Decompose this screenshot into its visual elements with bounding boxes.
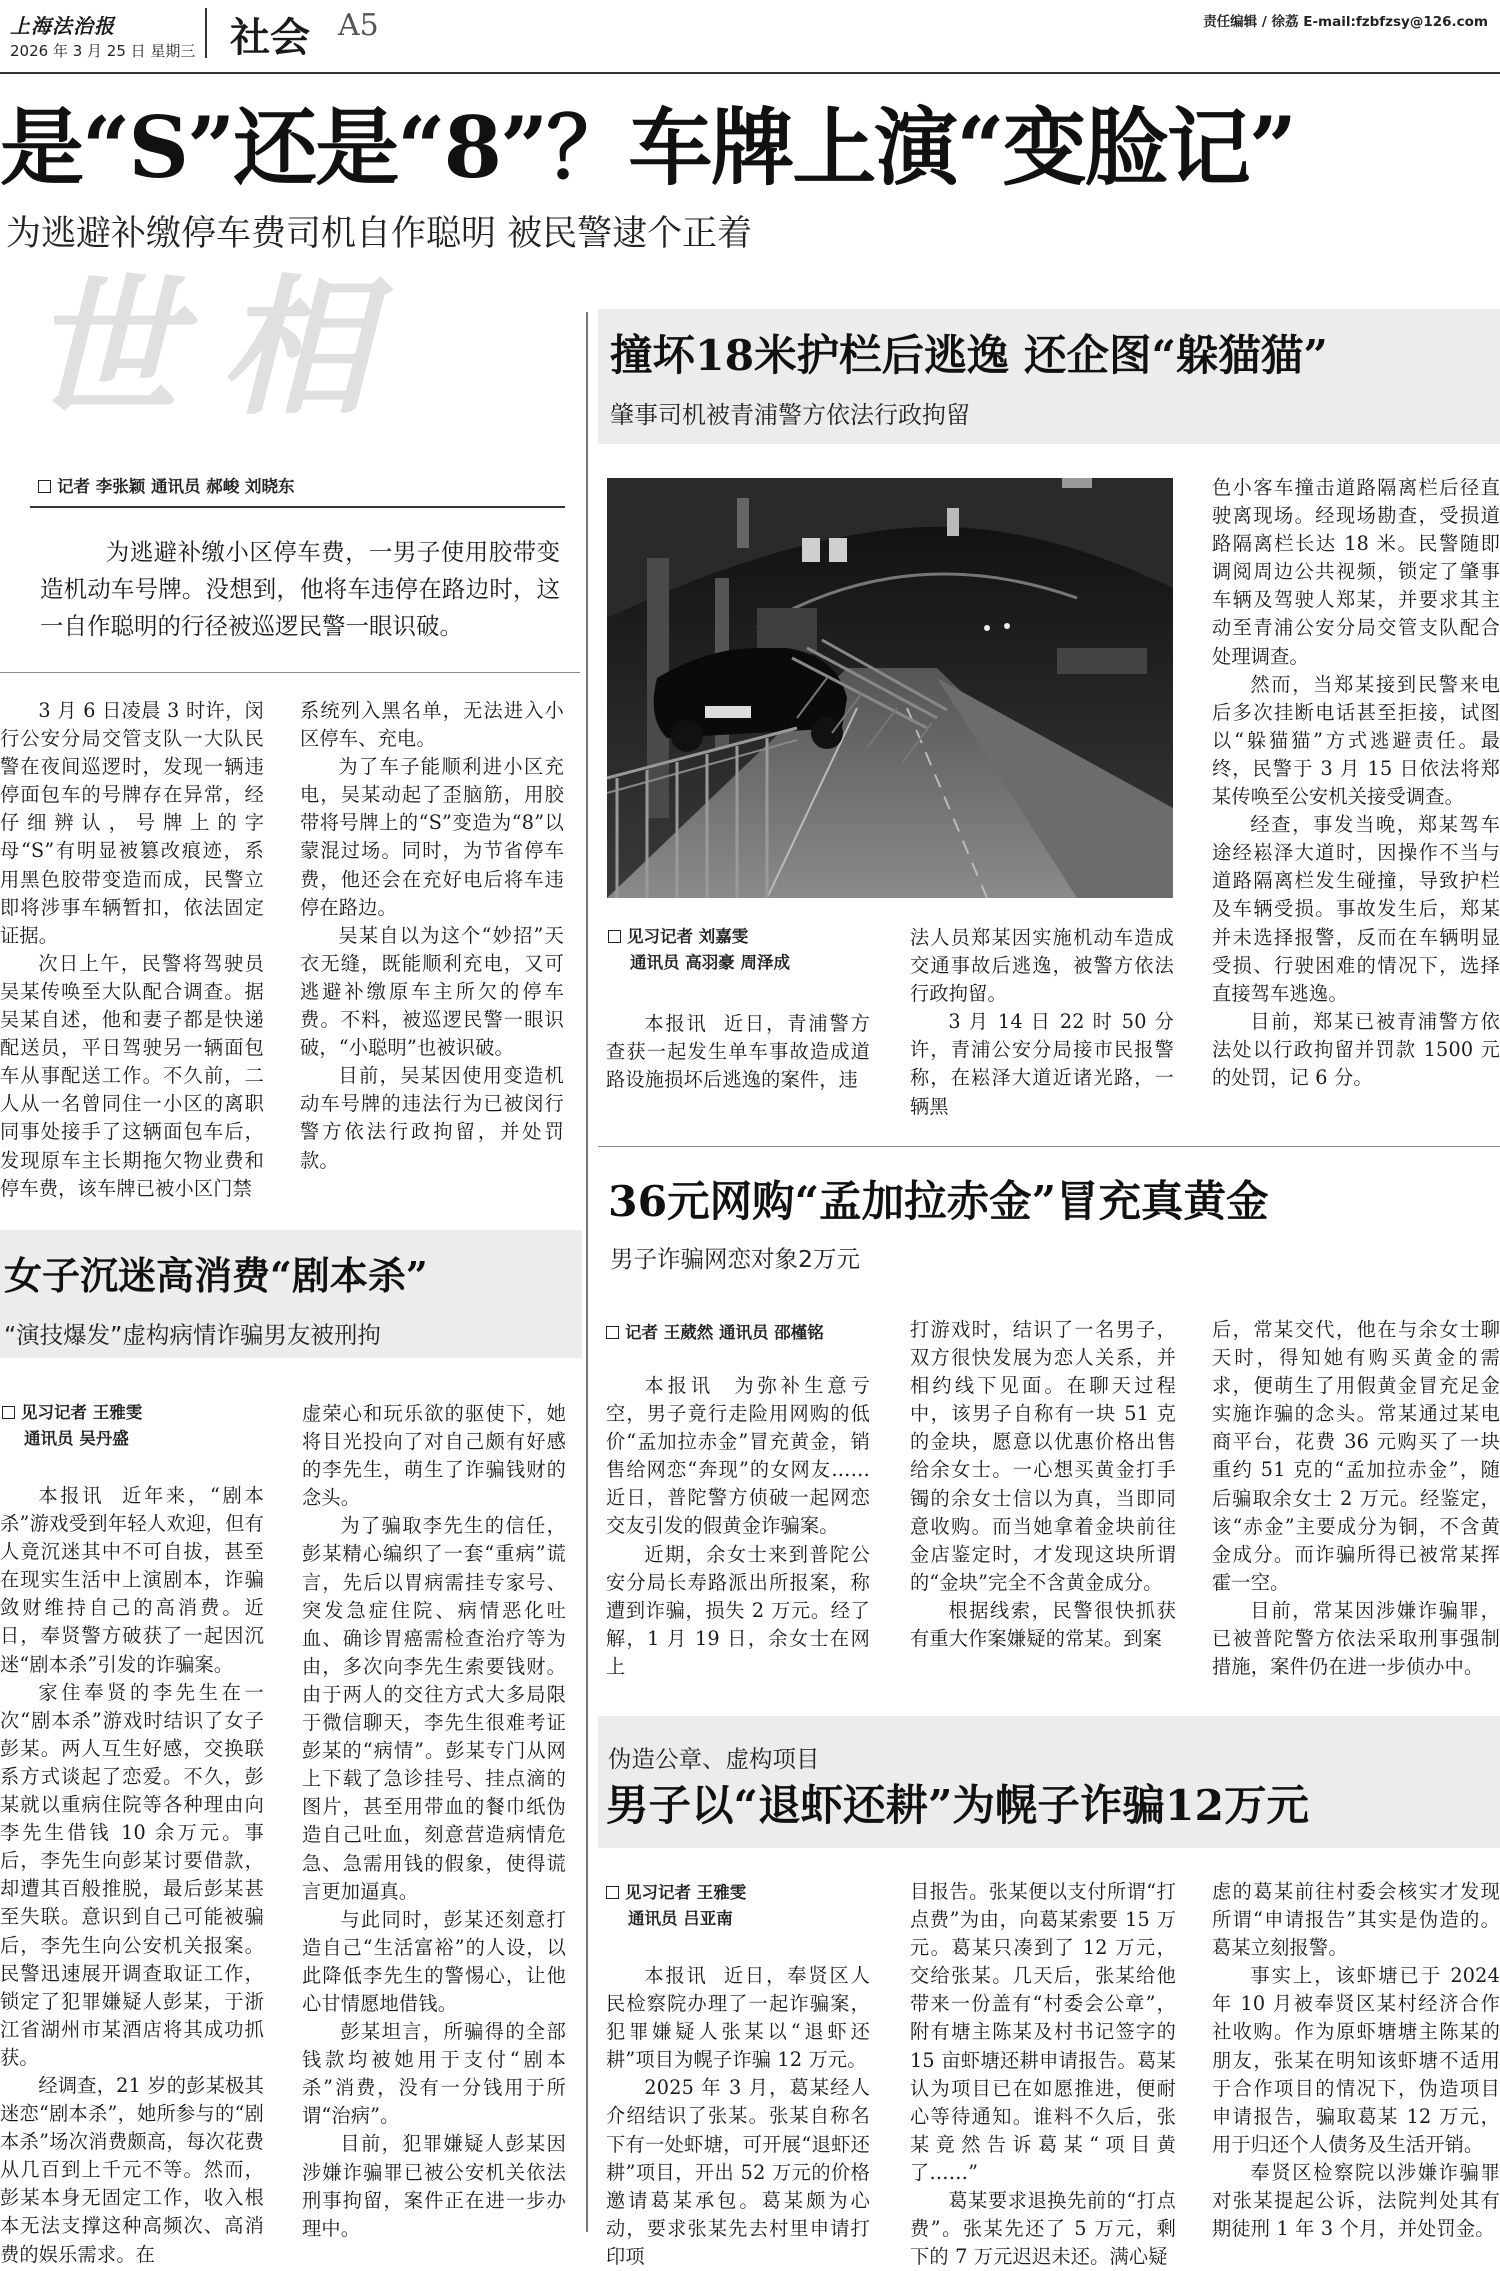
section-name: 社会 — [230, 14, 310, 61]
paragraph: 奉贤区检察院以涉嫌诈骗罪对张某提起公诉，法院判处其有期徒刑 1 年 3 个月，并处罚金。 — [1212, 2160, 1500, 2241]
paragraph: 目前，郑某已被青浦警方依法处以行政拘留并罚款 1500 元的处罚，记 6 分。 — [1212, 1009, 1500, 1089]
paragraph: 葛某要求退换先前的“打点费”。张某先还了 5 万元，剩下的 7 万元迟迟未还。满心疑 — [910, 2189, 1176, 2269]
page-number: A5 — [338, 8, 379, 43]
story4-byline — [606, 1320, 824, 1346]
paragraph: 近期，余女士来到普陀公安分局长寿路派出所报案，称遭到诈骗，损失 2 万元。经了解，1 月 19 日，余女士在网上 — [606, 1542, 870, 1678]
paragraph: 根据线索，民警很快抓获有重大作案嫌疑的常某。到案 — [910, 1598, 1176, 1651]
story2-column-3 — [1212, 474, 1500, 1126]
accident-scene-photo — [607, 478, 1173, 898]
story2-subhead: 肇事司机被青浦警方依法行政拘留 — [610, 401, 970, 429]
paragraph: 3 月 6 日凌晨 3 时许，闵行公安分局交管支队一大队民警在夜间巡逻时，发现一辆违停面包车的号牌存在异常，经仔细辨认，号牌上的字母“S”有明显被篡改痕迹，系用黑色胶带变造而成，民警立即将涉事车辆暂扣，依法固定证据。 — [0, 699, 264, 947]
story3-headline: 女子沉迷高消费“剧本杀” — [4, 1253, 428, 1298]
paragraph: 系统列入黑名单，无法进入小区停车、充电。 — [300, 699, 564, 751]
paragraph: 然而，当郑某接到民警来电后多次挂断电话甚至拒接，试图以“躲猫猫”方式逃避责任。最终，民警于 3 月 15 日依法将郑某传唤至公安机关接受调查。 — [1212, 672, 1500, 809]
story3-byline — [2, 1400, 142, 1452]
story4-byline-text: 记者 王葳然 通讯员 邵槿铭 — [625, 1323, 824, 1342]
story4-subhead: 男子诈骗网恋对象2万元 — [610, 1245, 860, 1273]
lead-byline — [38, 474, 294, 500]
story4-column-2 — [910, 1316, 1176, 1660]
paragraph: 家住奉贤的李先生在一次“剧本杀”游戏时结识了女子彭某。两人互生好感，交换联系方式谈起了恋爱。不久，彭某就以重病住院等各种理由向李先生借钱 10 余万元。事后，李先生向彭某讨要借款，却遭其百般推脱，最后彭某甚至失联。意识到自己可能被骗后，李先生向公安机关报案。民警迅速展开调查取证工作，锁定了犯罪嫌疑人彭某，于浙江省湖州市某酒店将其成功抓获。 — [0, 1680, 264, 2069]
lead-intro: 为逃避补缴小区停车费，一男子使用胶带变造机动车号牌。没想到，他将车违停在路边时，这一自作聪明的行径被巡逻民警一眼识破。 — [40, 538, 560, 640]
paragraph: 目前，常某因涉嫌诈骗罪，已被普陀警方依法采取刑事强制措施，案件仍在进一步侦办中。 — [1212, 1598, 1500, 1679]
paragraph: 为了骗取李先生的信任，彭某精心编织了一套“重病”谎言，先后以胃病需挂专家号、突发急症住院、病情恶化吐血、确诊胃癌需检查治疗等为由，多次向李先生索要钱财。由于两人的交往方式大多局限于微信聊天，李先生很难考证彭某的“病情”。彭某专门从网上下载了急诊挂号、挂点滴的图片，甚至用带血的餐巾纸伪造自己吐血，刻意营造病情危急、急需用钱的假象，使得谎言更加逼真。 — [302, 1514, 566, 1903]
paragraph: 法人员郑某因实施机动车造成交通事故后逃逸，被警方依法行政拘留。 — [910, 926, 1174, 1006]
paragraph: 经查，事发当晚，郑某驾车途经崧泽大道时，因操作不当与道路隔离栏发生碰撞，导致护栏及车辆受损。事故发生后，郑某并未选择报警，反而在车辆明显受损、行驶困难的情况下，选择直接驾车逃逸。 — [1212, 813, 1500, 1005]
byline-box-icon — [606, 1326, 619, 1339]
story4-column-3 — [1212, 1316, 1500, 1679]
column-logo-watermark: 世相 — [30, 260, 411, 436]
paragraph: 次日上午，民警将驾驶员吴某传唤至大队配合调查。据吴某自述，他和妻子都是快递配送员，平日驾驶另一辆面包车从事配送工作。不久前，二人从一名曾同住一小区的离职同事处接手了这辆面包车后，发现原车主长期拖欠物业费和停车费，该车牌已被小区门禁 — [0, 951, 264, 1200]
story3-column-1 — [0, 1482, 264, 2266]
story4-headline: 36元网购“孟加拉赤金”冒充真黄金 — [608, 1177, 1269, 1227]
left-vertical-divider — [586, 312, 588, 2232]
story2-bottom-rule — [598, 1146, 1500, 1147]
paragraph: 吴某自以为这个“妙招”天衣无缝，既能顺利充电，又可逃避补缴原车主所欠的停车费。不料，被巡逻民警一眼识破，“小聪明”也被识破。 — [300, 923, 564, 1060]
lead-byline-rule — [30, 506, 565, 508]
lead-column-2 — [300, 697, 564, 1185]
paragraph: 打游戏时，结识了一名男子，双方很快发展为恋人关系，并相约线下见面。在聊天过程中，该男子自称有一块 51 克的金块，愿意以优惠价格出售给余女士。一心想买黄金打手镯的余女士信以为真，当即同意收购。而当她拿着金块前往金店鉴定时，才发现这块所谓的“金块”完全不含黄金成分。 — [910, 1318, 1176, 1594]
story2-column-1 — [606, 1010, 870, 1122]
masthead-rule — [0, 72, 1500, 74]
byline-box-icon — [2, 1406, 15, 1419]
lead-column-1 — [0, 697, 264, 1200]
newspaper-logo: 上海法治报 — [10, 14, 115, 38]
masthead — [0, 0, 1500, 78]
story4-column-1 — [606, 1372, 870, 1678]
paragraph: 后，常某交代，他在与余女士聊天时，得知她有购买黄金的需求，便萌生了用假黄金冒充足金实施诈骗的念头。常某通过某电商平台，花费 36 元购买了一块重约 51 克的“孟加拉赤金”，随后骗取余女士 2 万元。经鉴定，该“赤金”主要成分为铜，不含黄金成分。而诈骗所得已被常某挥霍一空。 — [1212, 1318, 1500, 1594]
byline-box-icon — [38, 480, 51, 493]
lead-headline: 是“S”还是“8”？车牌上演“变脸记” — [0, 98, 1296, 197]
paragraph: 目前，吴某因使用变造机动车号牌的违法行为已被闵行警方依法行政拘留，并处罚款。 — [300, 1064, 564, 1172]
paragraph: 本报讯 为弥补生意亏空，男子竟行走险用网购的低价“孟加拉赤金”冒充黄金，销售给网恋“奔现”的女网友……近日，普陀警方侦破一起网恋交友引发的假黄金诈骗案。 — [606, 1374, 870, 1538]
paragraph: 2025 年 3 月，葛某经人介绍结识了张某。张某自称名下有一处虾塘，可开展“退虾还耕”项目，开出 52 万元的价格邀请葛某承包。葛某颇为心动，要求张某先去村里申请打印项 — [606, 2076, 870, 2268]
story3-subhead: “演技爆发”虚构病情诈骗男友被刑拘 — [4, 1321, 381, 1349]
paragraph: 与此同时，彭某还刻意打造自己“生活富裕”的人设，以此降低李先生的警惕心，让他心甘情愿地借钱。 — [302, 1907, 566, 2015]
story2-byline-reporter: 见习记者 刘嘉雯 — [627, 927, 749, 946]
issue-date: 2026 年 3 月 25 日 星期三 — [10, 42, 196, 60]
paragraph: 彭某坦言，所骗得的全部钱款均被她用于支付“剧本杀”消费，没有一分钱用于所谓“治病”。 — [302, 2020, 566, 2128]
byline-box-icon — [608, 930, 621, 943]
story5-kicker: 伪造公章、虚构项目 — [608, 1745, 820, 1773]
paragraph: 经调查，21 岁的彭某极其迷恋“剧本杀”，她所参与的“剧本杀”场次消费颇高，每次花费从几百到上千元不等。然而，彭某本身无固定工作，收入根本无法支撑这种高频次、高消费的娱乐需求。在 — [0, 2073, 264, 2266]
paragraph: 事实上，该虾塘已于 2024 年 10 月被奉贤区某村经济合作社收购。作为原虾塘塘主陈某的朋友，张某在明知该虾塘不适用于合作项目的情况下，伪造项目申请报告，骗取葛某 12 万元，用于归还个人债务及生活开销。 — [1212, 1964, 1500, 2156]
editor-credit: 责任编辑 / 徐荔 E-mail:fzbfzsy@126.com — [1203, 14, 1488, 30]
paragraph: 本报讯 近日，青浦警方查获一起发生单车事故造成道路设施损坏后逃逸的案件，违 — [606, 1012, 870, 1092]
story3-byline-reporter: 见习记者 王雅雯 — [21, 1403, 143, 1422]
story2-byline — [608, 924, 790, 976]
story3-byline-correspondent: 通讯员 吴丹盛 — [24, 1429, 129, 1448]
story5-headline: 男子以“退虾还耕”为幌子诈骗12万元 — [606, 1781, 1310, 1831]
story2-column-2 — [910, 924, 1174, 1124]
paragraph: 本报讯 近日，奉贤区人民检察院办理了一起诈骗案，犯罪嫌疑人张某以“退虾还耕”项目为幌子诈骗 12 万元。 — [606, 1964, 870, 2072]
byline-box-icon — [606, 1886, 619, 1899]
story5-byline — [606, 1880, 746, 1932]
lead-intro-rule — [0, 672, 580, 673]
lead-subhead: 为逃避补缴停车费司机自作聪明 被民警逮个正着 — [6, 214, 753, 254]
paragraph: 虚荣心和玩乐欲的驱使下，她将目光投向了对自己颇有好感的李先生，萌生了诈骗钱财的念头。 — [302, 1402, 566, 1510]
story3-column-2 — [302, 1400, 566, 2248]
paragraph: 本报讯 近年来，“剧本杀”游戏受到年轻人欢迎，但有人竟沉迷其中不可自拔，甚至在现实生活中上演剧本，诈骗敛财维持自己的高消费。近日，奉贤警方破获了一起因沉迷“剧本杀”引发的诈骗案。 — [0, 1484, 264, 1676]
story2-photo — [607, 478, 1173, 898]
masthead-divider — [205, 8, 207, 58]
story5-byline-reporter: 见习记者 王雅雯 — [625, 1883, 747, 1902]
paragraph: 3 月 14 日 22 时 50 分许，青浦公安分局接市民报警称，在崧泽大道近诸光路，一辆黑 — [910, 1010, 1174, 1118]
story5-byline-correspondent: 通讯员 吕亚南 — [628, 1909, 733, 1928]
story2-byline-correspondents: 通讯员 高羽豪 周泽成 — [630, 953, 790, 972]
paragraph: 目前，犯罪嫌疑人彭某因涉嫌诈骗罪已被公安机关依法刑事拘留，案件正在进一步办理中。 — [302, 2132, 566, 2240]
story2-headline: 撞坏18米护栏后逃逸 还企图“躲猫猫” — [610, 331, 1328, 381]
story5-column-2 — [910, 1878, 1183, 2269]
paragraph: 虑的葛某前往村委会核实才发现所谓“申请报告”其实是伪造的。葛某立刻报警。 — [1212, 1880, 1500, 1960]
paragraph: 目报告。张某便以支付所谓“打点费”为由，向葛某索要 15 万元。葛某只凑到了 12 万元，交给张某。几天后，张某给他带来一份盖有“村委会公章”，附有塘主陈某及村书记签字的 15 亩虾塘还耕申请报告。葛某认为项目已在如愿推进，便耐心等待通知。谁料不久后，张某竟然告诉葛某“项目黄了……” — [910, 1880, 1183, 2184]
paragraph: 为了车子能顺利进小区充电，吴某动起了歪脑筋，用胶带将号牌上的“S”变造为“8”以蒙混过场。同时，为节省停车费，他还会在充好电后将车违停在路边。 — [300, 755, 564, 919]
story5-column-3 — [1212, 1878, 1500, 2248]
lead-byline-text: 记者 李张颖 通讯员 郝峻 刘晓东 — [57, 477, 295, 496]
story5-column-1 — [606, 1962, 870, 2268]
paragraph: 色小客车撞击道路隔离栏后径直驶离现场。经现场勘查，受损道路隔离栏长达 18 米。民警随即调阅周边公共视频，锁定了肇事车辆及驾驶人郑某，并要求其主动至青浦公安分局交管支队配合处理调查。 — [1212, 476, 1500, 668]
